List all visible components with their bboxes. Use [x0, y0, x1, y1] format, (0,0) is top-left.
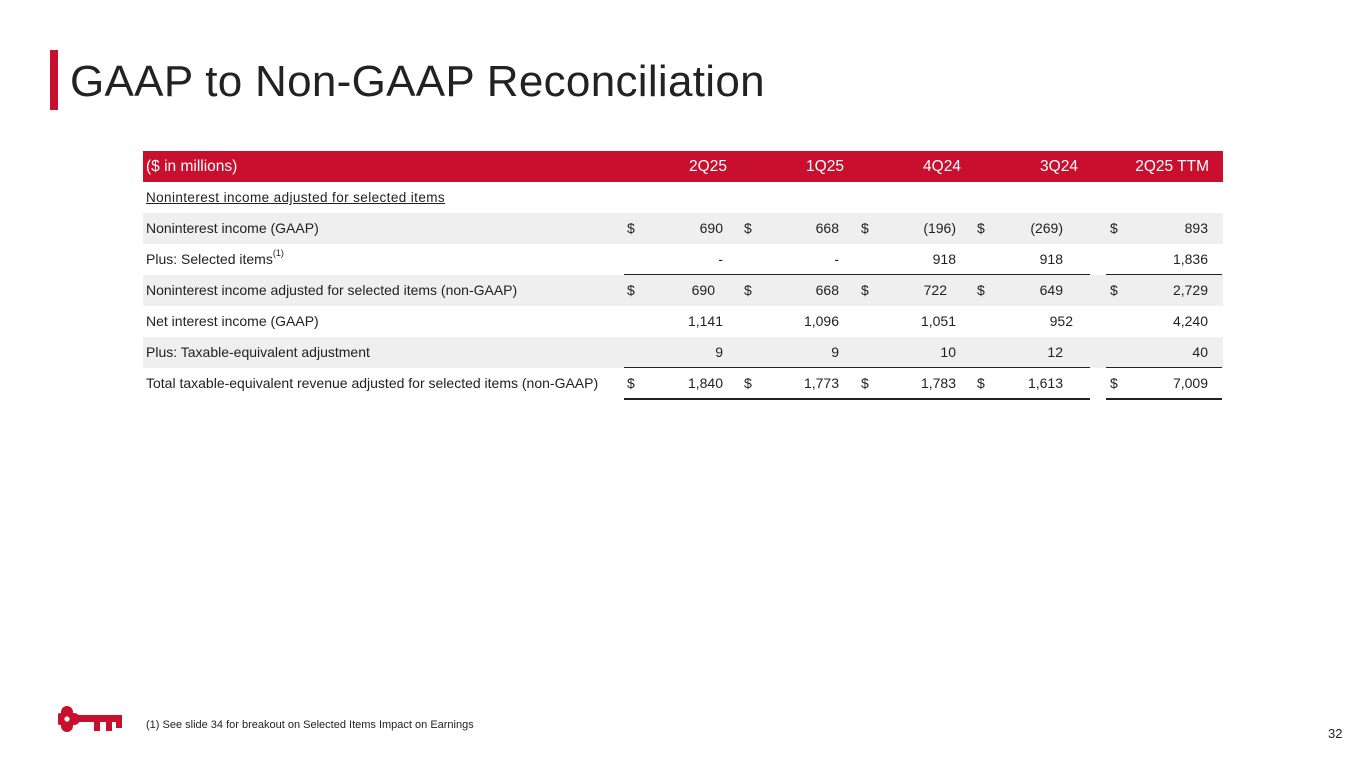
value-3q24: 649	[1039, 282, 1063, 298]
value-3q24: 12	[1047, 344, 1063, 360]
value-3q24: (269)	[1030, 220, 1063, 236]
value-1q25: 668	[815, 220, 839, 236]
dollar-sign: $	[627, 282, 635, 298]
value-4q24: (196)	[923, 220, 956, 236]
dollar-sign: $	[744, 282, 752, 298]
value-2q25-ttm: 7,009	[1172, 375, 1208, 391]
value-2q25: 690	[691, 282, 715, 298]
dollar-sign: $	[1110, 282, 1118, 298]
value-2q25-ttm: 4,240	[1172, 313, 1208, 329]
dollar-sign: $	[977, 220, 985, 236]
value-4q24: 722	[923, 282, 947, 298]
page-number: 32	[1328, 726, 1343, 741]
dollar-sign: $	[627, 375, 635, 391]
title-accent-bar	[50, 50, 58, 110]
footnote-marker: (1)	[272, 248, 284, 259]
table-row	[143, 213, 1223, 244]
value-4q24: 1,051	[920, 313, 956, 329]
row-label: Total taxable-equivalent revenue adjusted for selected items (non-GAAP)	[146, 375, 599, 391]
value-2q25: 690	[699, 220, 723, 236]
page-title: GAAP to Non-GAAP Reconciliation	[70, 57, 765, 106]
total-double-underline	[624, 398, 1090, 400]
table-row	[143, 244, 1223, 275]
value-2q25-ttm: 2,729	[1172, 282, 1208, 298]
dollar-sign: $	[627, 220, 635, 236]
row-label: Plus: Taxable-equivalent adjustment	[146, 344, 370, 360]
value-3q24: 952	[1049, 313, 1073, 329]
value-1q25: -	[834, 251, 839, 267]
table-header-row	[143, 151, 1223, 182]
row-label: Net interest income (GAAP)	[146, 313, 319, 329]
header-col-3q24: 3Q24	[1040, 158, 1078, 175]
value-1q25: 668	[815, 282, 839, 298]
section-title: Noninterest income adjusted for selected items	[146, 190, 446, 205]
header-col-2q25: 2Q25	[689, 158, 727, 175]
section-title-row	[143, 182, 1223, 213]
value-2q25: 1,840	[687, 375, 723, 391]
header-units-label: ($ in millions)	[146, 158, 238, 175]
row-label: Noninterest income (GAAP)	[146, 220, 319, 236]
table-row	[143, 275, 1223, 306]
value-2q25-ttm: 40	[1192, 344, 1208, 360]
value-3q24: 918	[1039, 251, 1063, 267]
table-row	[143, 306, 1223, 337]
row-label	[146, 244, 284, 275]
value-1q25: 1,096	[803, 313, 839, 329]
value-2q25: 1,141	[687, 313, 723, 329]
dollar-sign: $	[977, 282, 985, 298]
value-4q24: 10	[940, 344, 956, 360]
dollar-sign: $	[977, 375, 985, 391]
footnote-text: (1) See slide 34 for breakout on Selected Items Impact on Earnings	[146, 719, 474, 731]
value-1q25: 1,773	[803, 375, 839, 391]
value-2q25-ttm: 893	[1184, 220, 1208, 236]
row-label: Noninterest income adjusted for selected items (non-GAAP)	[146, 282, 518, 298]
dollar-sign: $	[744, 375, 752, 391]
value-1q25: 9	[831, 344, 839, 360]
value-4q24: 1,783	[920, 375, 956, 391]
row-label-text: Plus: Selected items	[146, 251, 273, 267]
key-logo-icon	[58, 704, 124, 734]
table-row	[143, 368, 1223, 399]
header-col-4q24: 4Q24	[923, 158, 961, 175]
dollar-sign: $	[861, 220, 869, 236]
value-3q24: 1,613	[1027, 375, 1063, 391]
dollar-sign: $	[744, 220, 752, 236]
dollar-sign: $	[1110, 375, 1118, 391]
dollar-sign: $	[1110, 220, 1118, 236]
header-col-2q25-ttm: 2Q25 TTM	[1135, 158, 1209, 175]
value-2q25: -	[718, 251, 723, 267]
table-row	[143, 337, 1223, 368]
value-4q24: 918	[932, 251, 956, 267]
header-col-1q25: 1Q25	[806, 158, 844, 175]
reconciliation-table	[143, 151, 1223, 399]
value-2q25-ttm: 1,836	[1172, 251, 1208, 267]
total-double-underline-ttm	[1106, 398, 1222, 400]
dollar-sign: $	[861, 375, 869, 391]
dollar-sign: $	[861, 282, 869, 298]
value-2q25: 9	[715, 344, 723, 360]
